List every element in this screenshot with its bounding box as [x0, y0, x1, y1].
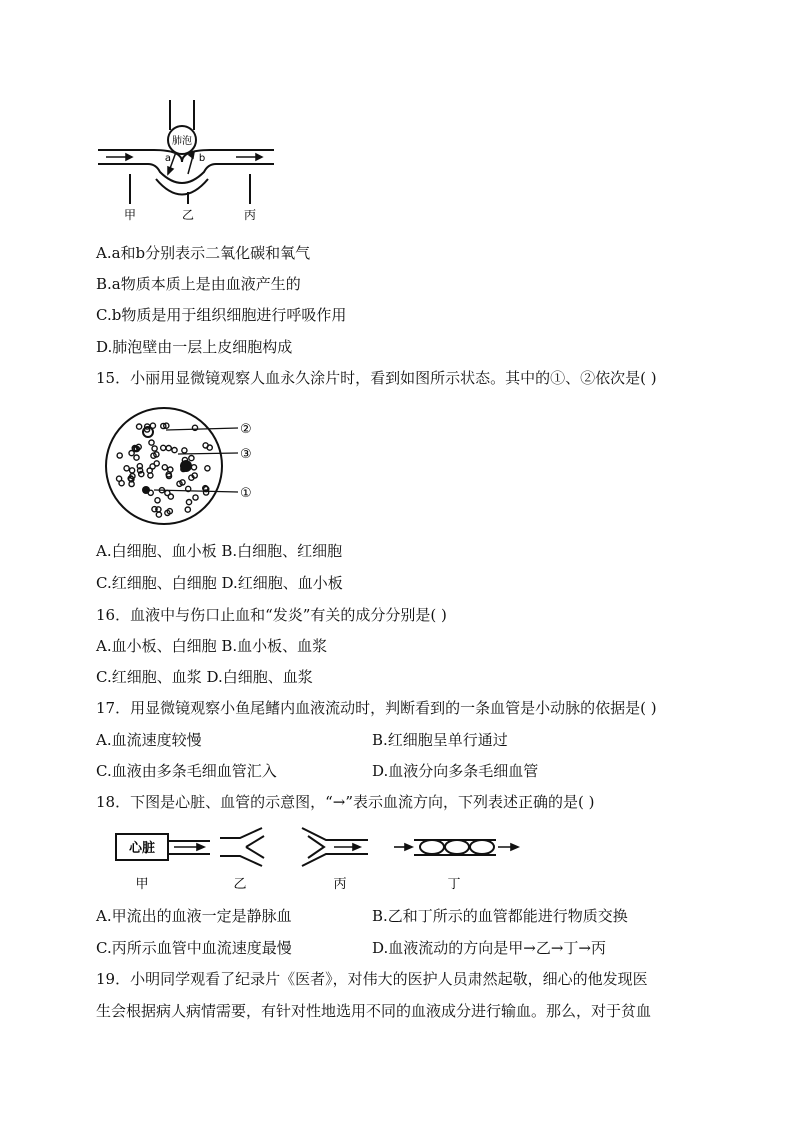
q19-line-1: 19．小明同学观看了纪录片《医者》，对伟大的医护人员肃然起敬，细心的他发现医	[96, 970, 648, 988]
red-blood-cell	[150, 464, 155, 469]
red-blood-cell	[155, 498, 160, 503]
q17-row-cd	[96, 761, 539, 781]
q14-option-b: B.a物质本质上是由血液产生的	[96, 275, 301, 293]
q18-stem: 18．下图是心脏、血管的示意图，“→”表示血流方向，下列表述正确的是( )	[96, 793, 595, 811]
q14-option-a: A.a和b分别表示二氧化碳和氧气	[96, 244, 311, 262]
q17-row-ab	[96, 730, 508, 750]
label-a: a	[164, 153, 172, 164]
q17-stem: 17．用显微镜观察小鱼尾鳍内血液流动时，判断看到的一条血管是小动脉的依据是( )	[96, 699, 657, 717]
red-blood-cell	[182, 448, 187, 453]
red-blood-cell	[130, 468, 135, 473]
red-blood-cell	[162, 465, 167, 470]
q18-option-b: B.乙和丁所示的血管都能进行物质交换	[372, 907, 628, 925]
q15-options-ab: A.白细胞、血小板 B.白细胞、红细胞	[96, 542, 343, 560]
red-blood-cell	[117, 453, 122, 458]
q15-options-cd: C.红细胞、白细胞 D.红细胞、血小板	[96, 574, 343, 592]
q19-line-2: 生会根据病人病情需要，有针对性地选用不同的血液成分进行输血。那么，对于贫血	[96, 1002, 652, 1020]
q15-stem: 15．小丽用显微镜观察人血永久涂片时，看到如图所示状态。其中的①、②依次是( )	[96, 369, 657, 387]
red-blood-cell	[165, 490, 170, 495]
red-blood-cell	[193, 495, 198, 500]
red-blood-cell	[156, 512, 161, 517]
q17-option-b: B.红细胞呈单行通过	[372, 731, 508, 749]
blood-smear-diagram	[104, 406, 274, 530]
label-b: b	[198, 153, 206, 164]
label-bing: 丙	[243, 208, 257, 222]
q16-stem: 16．血液中与伤口止血和“发炎”有关的成分分别是( )	[96, 606, 447, 624]
red-blood-cell	[205, 466, 210, 471]
q18-option-c: C.丙所示血管中血流速度最慢	[96, 939, 292, 957]
red-blood-cell	[137, 424, 142, 429]
red-blood-cell	[191, 465, 196, 470]
q17-option-d: D.血液分向多条毛细血管	[372, 762, 539, 780]
red-blood-cell	[117, 476, 122, 481]
alveolus-diagram	[96, 92, 276, 224]
q14-option-c: C.b物质是用于组织细胞进行呼吸作用	[96, 306, 347, 324]
q18-row-ab	[96, 906, 628, 926]
q18-option-d: D.血液流动的方向是甲→乙→丁→丙	[372, 939, 606, 957]
heart-label: 心脏	[128, 841, 156, 856]
q18-option-a: A.甲流出的血液一定是静脉血	[96, 907, 292, 925]
red-blood-cell	[185, 507, 190, 512]
red-blood-cell	[152, 446, 157, 451]
red-blood-cell	[168, 467, 173, 472]
label-jia: 甲	[123, 208, 137, 222]
heart-vessels-diagram	[112, 826, 532, 894]
marker-3: ③	[240, 447, 252, 462]
red-blood-cell	[166, 446, 171, 451]
red-blood-cell	[161, 445, 166, 450]
alveolus-label: 肺泡	[172, 136, 192, 147]
q17-option-a: A.血流速度较慢	[96, 731, 202, 749]
q16-options-cd: C.红细胞、血浆 D.白细胞、血浆	[96, 668, 313, 686]
label-jia: 甲	[135, 877, 149, 892]
q17-option-c: C.血液由多条毛细血管汇入	[96, 762, 277, 780]
red-blood-cell	[189, 456, 194, 461]
red-blood-cell	[172, 448, 177, 453]
red-blood-cell	[134, 455, 139, 460]
label-yi: 乙	[181, 208, 195, 222]
label-ding: 丁	[447, 877, 461, 892]
label-yi: 乙	[233, 877, 247, 892]
red-blood-cell	[124, 466, 129, 471]
red-blood-cell	[186, 500, 191, 505]
red-blood-cell	[149, 440, 154, 445]
q16-options-ab: A.血小板、白细胞 B.血小板、血浆	[96, 637, 328, 655]
q14-option-d: D.肺泡壁由一层上皮细胞构成	[96, 338, 293, 356]
marker-1: ①	[240, 486, 252, 501]
marker-2: ②	[240, 422, 252, 437]
label-bing: 丙	[333, 877, 347, 892]
q18-row-cd	[96, 938, 606, 958]
